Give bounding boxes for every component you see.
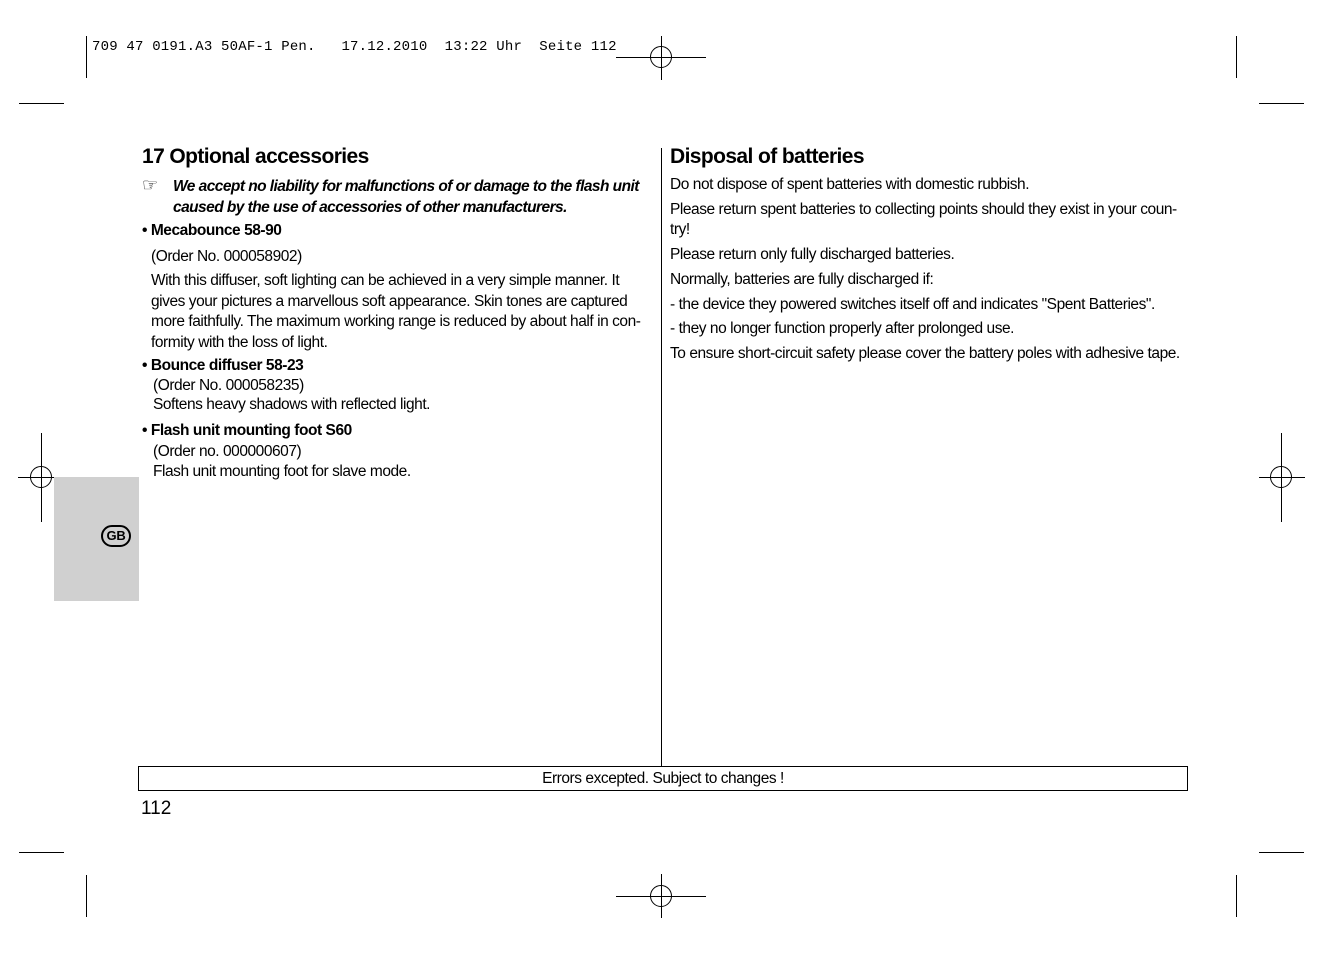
crop-mark: [1259, 852, 1304, 853]
paragraph-line: - they no longer function properly after prolonged use.: [670, 320, 1015, 337]
list-item-title: • Bounce diffuser 58-23: [142, 357, 304, 374]
liability-note-line-1: We accept no liability for malfunctions of or damage to the flash unit: [173, 178, 639, 195]
description-line: With this diffuser, soft lighting can be achieved in a very simple manner. It: [151, 272, 620, 289]
description-line: Softens heavy shadows with reflected light.: [153, 396, 431, 413]
section-heading-batteries: Disposal of batteries: [670, 145, 864, 168]
description-line: Flash unit mounting foot for slave mode.: [153, 463, 411, 480]
description-line: gives your pictures a marvellous soft appearance. Skin tones are captured: [151, 293, 628, 310]
bullet: •: [142, 222, 151, 239]
language-badge: GB: [101, 525, 131, 547]
crop-mark: [1236, 36, 1237, 78]
pointing-hand-icon: ☞: [142, 175, 159, 195]
column-divider: [661, 148, 662, 766]
paragraph-line: To ensure short-circuit safety please cover the battery poles with adhesive tape.: [670, 345, 1180, 362]
description-line: more faithfully. The maximum working range is reduced by about half in con-: [151, 313, 641, 330]
footer-note: Errors excepted. Subject to changes !: [138, 766, 1188, 791]
description-line: formity with the loss of light.: [151, 334, 328, 351]
crop-mark: [1259, 103, 1304, 104]
paragraph-line: Do not dispose of spent batteries with domestic rubbish.: [670, 176, 1030, 193]
crop-mark: [1236, 875, 1237, 917]
paragraph-line: Please return only fully discharged batteries.: [670, 246, 955, 263]
page-number: 112: [141, 798, 172, 819]
crop-mark: [19, 103, 64, 104]
print-slug: 709 47 0191.A3 50AF-1 Pen. 17.12.2010 13:22 Uhr Seite 112: [92, 39, 617, 55]
list-item-title: • Flash unit mounting foot S60: [142, 422, 352, 439]
list-item-title: • Mecabounce 58-90: [142, 222, 282, 239]
paragraph-line: try!: [670, 221, 690, 238]
bullet: •: [142, 357, 151, 374]
liability-note-line-2: caused by the use of accessories of other manufacturers.: [173, 199, 567, 216]
order-number: (Order no. 000000607): [153, 443, 302, 460]
crop-mark: [86, 36, 87, 78]
order-number: (Order No. 000058902): [151, 248, 302, 265]
paragraph-line: Please return spent batteries to collecting points should they exist in your coun-: [670, 201, 1177, 218]
crop-mark: [19, 852, 64, 853]
paragraph-line: - the device they powered switches itself off and indicates "Spent Batteries".: [670, 296, 1155, 313]
crop-mark: [86, 875, 87, 917]
section-heading-accessories: 17 Optional accessories: [142, 145, 369, 168]
order-number: (Order No. 000058235): [153, 377, 304, 394]
paragraph-line: Normally, batteries are fully discharged if:: [670, 271, 934, 288]
bullet: •: [142, 422, 151, 439]
